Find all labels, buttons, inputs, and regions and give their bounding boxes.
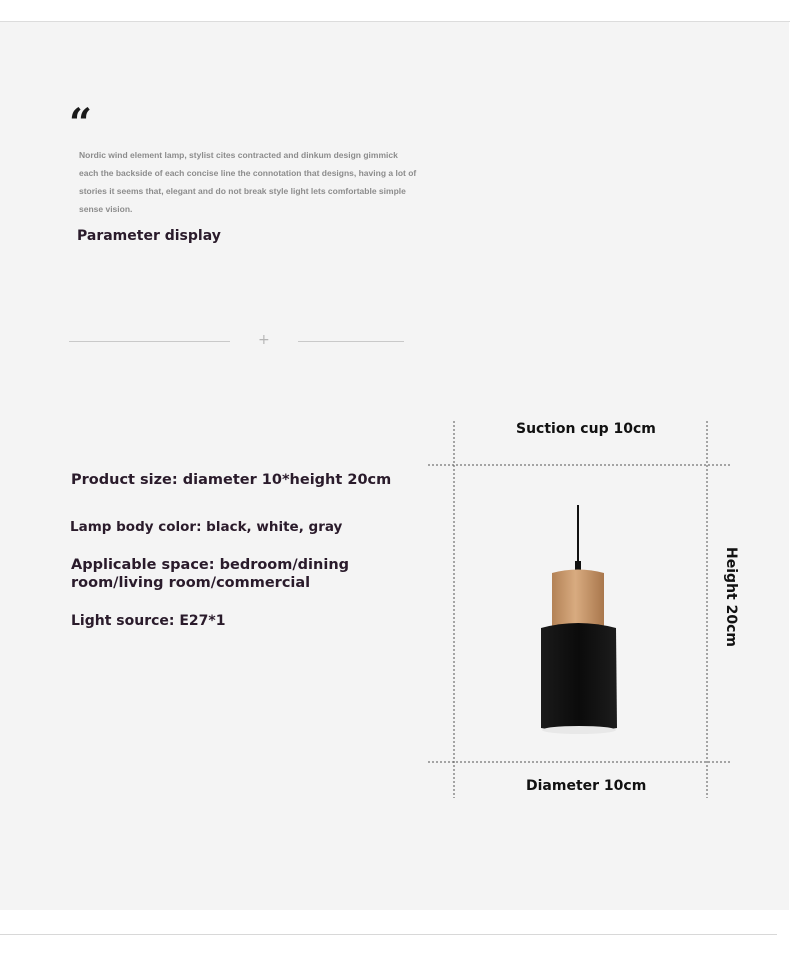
quote-mark-icon: “ [69, 100, 93, 147]
plus-icon: + [258, 332, 270, 348]
height-dimension: Height 20cm [723, 547, 739, 647]
spec-product-size: Product size: diameter 10*height 20cm [71, 472, 392, 488]
spec-light-source: Light source: E27*1 [71, 613, 226, 629]
spec-body-color: Lamp body color: black, white, gray [70, 519, 343, 535]
lamp-cord-clip [575, 561, 581, 570]
spec-applicable-space: Applicable space: bedroom/dining room/living room/commercial [71, 557, 350, 591]
lamp-shade [541, 623, 617, 732]
lamp-inner-rim [542, 726, 616, 734]
section-title: Parameter display [77, 228, 221, 244]
pendant-lamp-image [541, 505, 617, 734]
suction-cup-dimension: Suction cup 10cm [516, 421, 656, 437]
diameter-dimension: Diameter 10cm [526, 778, 647, 794]
intro-paragraph: Nordic wind element lamp, stylist cites contracted and dinkum design gimmick each the backside of each concise line the connotation that designs, having a lot of stories it seems that, elegant and do not break style light lets comfortable simple sense vision. [79, 150, 417, 214]
bottom-divider [0, 934, 777, 935]
lamp-wood-cap [552, 570, 604, 628]
